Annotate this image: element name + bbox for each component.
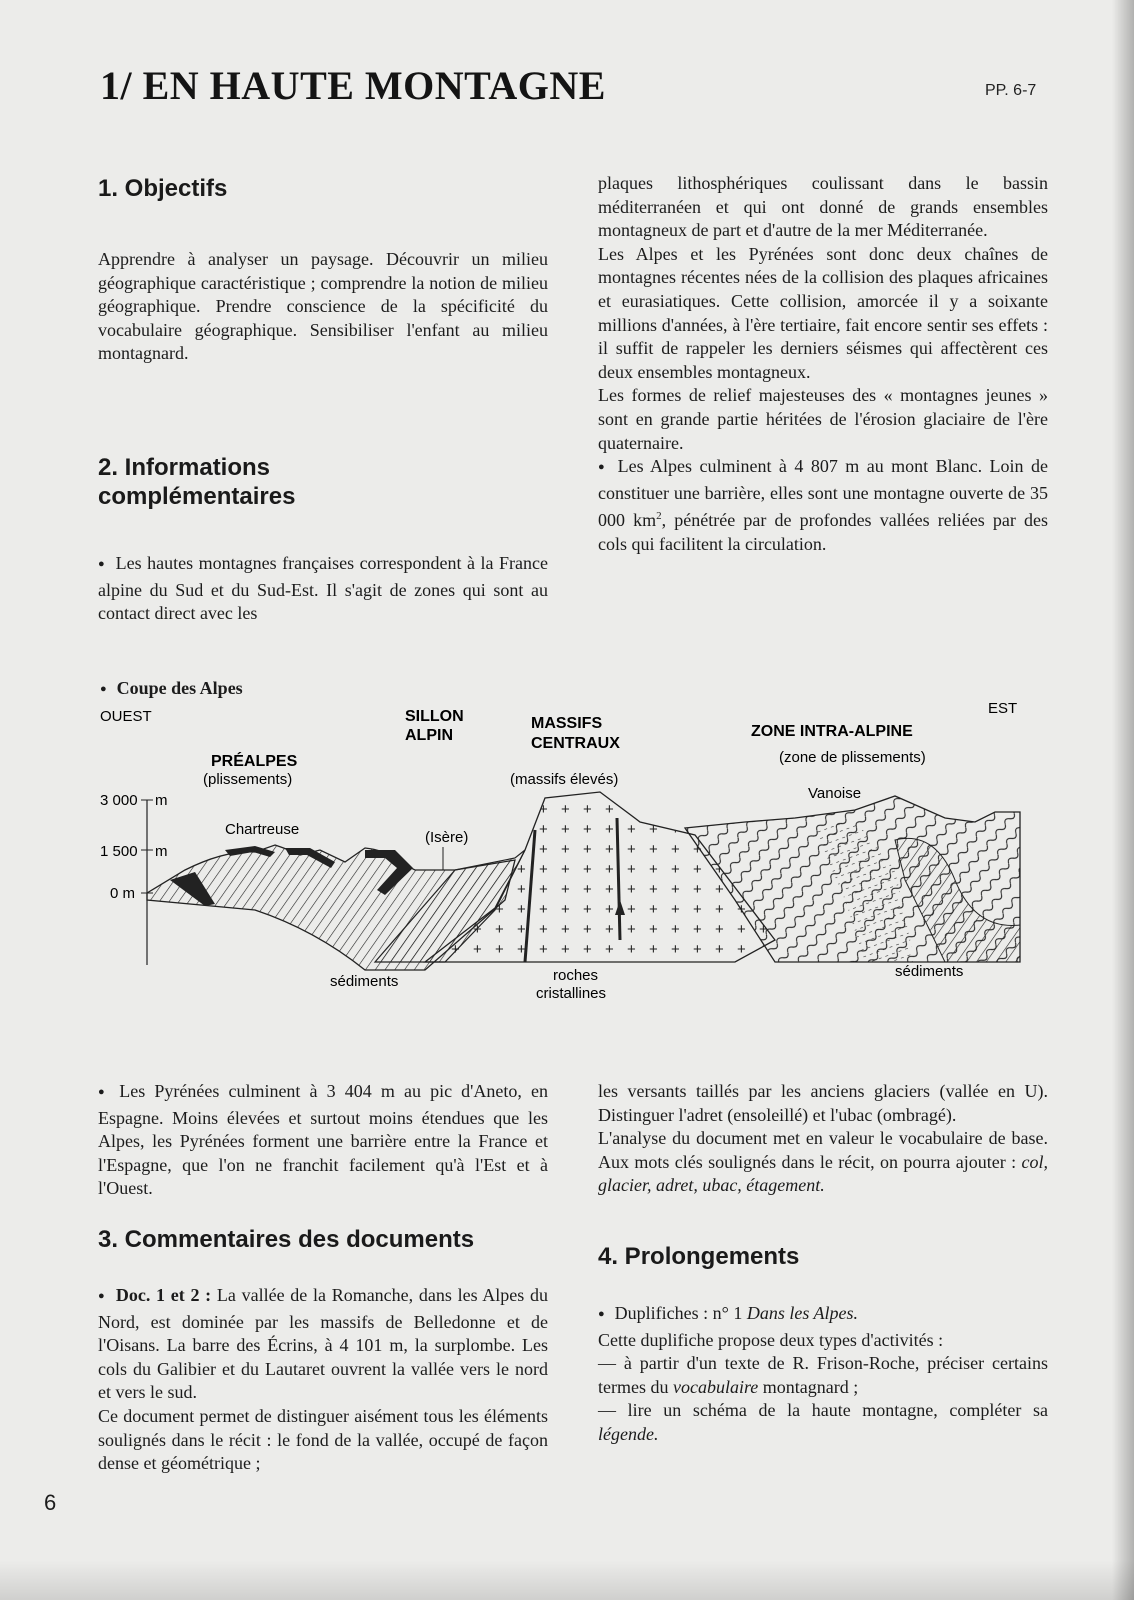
commentaires-text-1: La vallée de la Romanche, dans les Alpes du Nord, est dominée par les massifs de Belledonne et de l'Oisans. La barre des Écrins, à 4 101 m, la surplombe. Les cols du Galibier et du Lautaret ouvrent la vallée vers le nord et vers le sud. (98, 1284, 549, 1403)
lower-right-column (598, 1080, 1048, 1447)
alt-3000-unit: m (155, 792, 168, 809)
informations-paragraph-right-1: plaques lithosphériques coulissant dans le bassin méditerranéen et qui ont donné de grands ensembles montagneux de part et d'autre de la mer Méditerranée. (598, 173, 1048, 241)
cristallines-label: cristallines (536, 985, 607, 1002)
west-label: OUEST (100, 708, 152, 725)
commentaires-paragraph-1 (98, 1284, 548, 1405)
sillon-label-2: ALPIN (405, 727, 453, 744)
prolongements-line-1 (598, 1302, 1048, 1329)
activity-1-text: — à partir d'un texte de R. Frison-Roche, préciser certains termes du (598, 1353, 1048, 1397)
alt-0-label: 0 m (110, 885, 136, 902)
commentaires-right-paragraph-2 (598, 1127, 1048, 1198)
prolongements-line-4 (598, 1399, 1048, 1446)
page-title: 1/ EN HAUTE MONTAGNE (100, 63, 606, 108)
objectifs-section (98, 174, 548, 366)
informations-paragraph-left: ● Les hautes montagnes françaises correspondent à la France alpine du Sud et du Sud-Est. Il s'agit de zones qui sont au contact direct avec les (98, 552, 548, 626)
alt-1500-unit: m (155, 843, 168, 860)
zone-sub-label: (zone de plissements) (779, 749, 926, 766)
page-edge-shadow (1112, 0, 1134, 1600)
informations-right-column (598, 172, 1048, 557)
commentaires-heading: 3. Commentaires des documents (98, 1225, 475, 1253)
page-reference: PP. 6-7 (985, 82, 1037, 99)
informations-heading-line2: complémentaires (98, 483, 296, 510)
commentaires-right-text: L'analyse du document met en valeur le vocabulaire de base. Aux mots clés soulignés dans le récit, on pourra ajouter : (598, 1128, 1048, 1172)
alt-1500-label: 1 500 (100, 843, 138, 860)
alpes-text-b: , pénétrée par de profondes vallées reliées par des cols qui facilitent la circulation. (598, 510, 1048, 554)
prolongements-line-2: Cette duplifiche propose deux types d'activités : (598, 1329, 944, 1350)
prealpes-sub-label: (plissements) (203, 771, 293, 788)
alps-cross-section (95, 700, 1045, 1030)
informations-heading (98, 453, 548, 511)
activity-1-end: montagnard ; (762, 1376, 859, 1397)
activity-2-text: — lire un schéma de la haute montagne, compléter sa (598, 1400, 1048, 1421)
prolongements-line-3 (598, 1352, 1048, 1399)
pyrenees-paragraph: ● Les Pyrénées culminent à 3 404 m au pic d'Aneto, en Espagne. Moins élevées et surtout moins étendues que les Alpes, les Pyrénées forment une barrière entre la France et l'Espagne, que l'on ne franchit facilement qu'à l'Est et à l'Ouest. (98, 1080, 548, 1201)
objectifs-paragraph: Apprendre à analyser un paysage. Découvrir un milieu géographique caractéristique ; comprendre la notion de milieu géographique. Prendre conscience de la spécificité du vocabulaire géographique. Sensibiliser l'enfant au milieu montagnard. (98, 249, 548, 364)
roches-label: roches (553, 967, 599, 984)
alt-3000-label: 3 000 (100, 792, 138, 809)
km-superscript: 2 (656, 510, 662, 523)
massifs-label-1: MASSIFS (531, 715, 603, 732)
massifs-label-2: CENTRAUX (531, 735, 620, 752)
informations-section (98, 453, 548, 626)
alpes-text-a: Les Alpes culminent à 4 807 m au mont Blanc. Loin de constituer une barrière, elles sont une montagne ouverte de 35 000 km (598, 456, 1048, 531)
objectifs-heading: 1. Objectifs (98, 175, 228, 202)
duplifiches-text: Duplifiches : n° 1 (614, 1302, 743, 1323)
dans-les-alpes-italic: Dans les Alpes. (746, 1302, 859, 1323)
sillon-label-1: SILLON (405, 708, 464, 725)
informations-paragraph-right-3: Les formes de relief majesteuses des « montagnes jeunes » sont en grande partie héritées de l'érosion glaciaire de l'ère quaternaire. (598, 385, 1048, 453)
diagram-caption: ● Coupe des Alpes (100, 678, 243, 699)
informations-heading-line1: 2. Informations (98, 454, 271, 481)
prealpes-label: PRÉALPES (211, 753, 298, 770)
east-label: EST (988, 700, 1018, 717)
massifs-sub-label: (massifs élevés) (510, 771, 619, 788)
vocabulary-italic: col, glacier, adret, ubac, étagement. (598, 1151, 1048, 1196)
isere-label: (Isère) (425, 829, 469, 846)
vanoise-label: Vanoise (808, 785, 862, 802)
vocabulaire-italic: vocabulaire (672, 1376, 759, 1397)
informations-paragraph-right-2: Les Alpes et les Pyrénées sont donc deux chaînes de montagnes récentes nées de la collision des plaques africaines et eurasiatiques. Cette collision, amorcée il y a soixante millions d'années, à l'ère tertiaire, fait encore sentir ses effets : il suffit de rappeler les derniers séismes qui affectèrent ces deux ensembles montagneux. (598, 243, 1048, 382)
page-number: 6 (44, 1490, 57, 1515)
commentaires-right-paragraph-1: les versants taillés par les anciens glaciers (vallée en U). Distinguer l'adret (ensoleillé) et l'ubac (ombragé). (598, 1081, 1048, 1125)
prolongements-heading: 4. Prolongements (598, 1242, 800, 1270)
sediments-right-label: sédiments (895, 963, 964, 980)
commentaires-paragraph-2: Ce document permet de distinguer aisément tous les éléments soulignés dans le récit : le fond de la vallée, occupé de façon dense et géométrique ; (98, 1405, 548, 1474)
legende-italic: légende. (598, 1423, 659, 1444)
lower-left-column (98, 1080, 548, 1476)
page-bottom-shadow (0, 1560, 1134, 1600)
doc-label: Doc. 1 et 2 : (115, 1284, 212, 1305)
chartreuse-label: Chartreuse (225, 821, 300, 838)
zone-intra-alpine-label: ZONE INTRA-ALPINE (751, 723, 913, 740)
sediments-left-label: sédiments (330, 973, 399, 990)
informations-paragraph-right-4 (598, 455, 1048, 556)
